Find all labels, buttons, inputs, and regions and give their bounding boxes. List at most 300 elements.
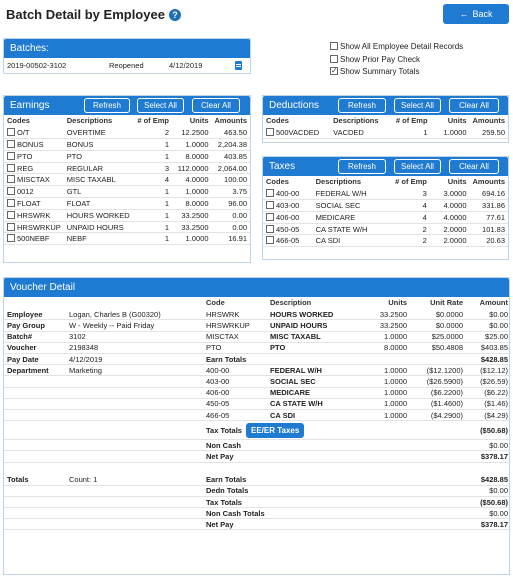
table-row [4, 451, 511, 462]
amount: 463.50 [212, 127, 251, 139]
table-row [4, 342, 511, 353]
info-value: 2198348 [66, 342, 203, 353]
deductions-panel [262, 95, 509, 143]
cell [267, 496, 355, 507]
info-value [66, 409, 203, 420]
cell [355, 354, 410, 365]
deductions-clear-all-button[interactable]: Clear All [449, 98, 499, 113]
column-header: Codes [266, 177, 289, 187]
units: 1.0000 [355, 409, 410, 420]
units: 8.0000 [172, 150, 212, 162]
units: 1.0000 [172, 233, 212, 245]
description: OVERTIME [64, 127, 135, 139]
arrow-left-icon: ← [459, 9, 469, 19]
units: 1.0000 [355, 398, 410, 409]
units: 4.0000 [430, 211, 470, 223]
batch-date: 4/12/2019 [169, 61, 203, 70]
totals-label [4, 496, 66, 507]
option-label: Show Summary Totals [340, 67, 420, 76]
units: 12.2500 [172, 127, 212, 139]
tax-totals-value: ($50.68) [466, 421, 511, 440]
amount: ($12.12) [466, 365, 511, 376]
code-cell [263, 211, 313, 223]
info-label [4, 398, 66, 409]
cell [267, 474, 355, 485]
checkbox[interactable] [7, 128, 15, 136]
column-header: # of Emp [137, 116, 169, 126]
checkbox[interactable] [266, 189, 274, 197]
info-value: 4/12/2019 [66, 354, 203, 365]
description: GTL [64, 186, 135, 198]
code: 500VACDED [276, 127, 320, 137]
code-cell [4, 174, 64, 186]
code-cell [263, 127, 330, 139]
earn-totals-label: Earn Totals [203, 354, 267, 365]
units: 1.0000 [355, 331, 410, 342]
table-row[interactable] [263, 235, 508, 247]
emp-count: 1 [134, 209, 172, 221]
description: CA SDI [267, 409, 355, 420]
cell [66, 440, 203, 451]
description: SOCIAL SEC [313, 200, 392, 212]
column-header: Units [447, 116, 467, 126]
units: 1.0000 [431, 127, 470, 139]
info-label [4, 376, 66, 387]
totals-count [66, 508, 203, 519]
cell [410, 496, 466, 507]
cell [4, 421, 66, 440]
cell [410, 519, 466, 530]
emp-count: 1 [134, 233, 172, 245]
code: 403-00 [203, 376, 267, 387]
column-header: # of Emp [395, 177, 427, 187]
table-row[interactable] [4, 139, 250, 151]
table-row [4, 331, 511, 342]
amount: ($4.29) [466, 409, 511, 420]
column-header: Descriptions [315, 177, 362, 187]
amount: 20.63 [470, 235, 509, 247]
cell [410, 354, 466, 365]
units: 2.0000 [430, 235, 470, 247]
cell [355, 440, 410, 451]
cell [355, 421, 410, 440]
deductions-table [263, 115, 508, 139]
table-row [4, 309, 511, 320]
table-row[interactable] [263, 200, 508, 212]
table-row [4, 508, 511, 519]
column-header: Amount [479, 298, 508, 308]
table-row [4, 376, 511, 387]
table-row[interactable] [4, 162, 250, 174]
code: BONUS [17, 139, 44, 149]
info-label: Department [4, 365, 66, 376]
totals-label [4, 508, 66, 519]
emp-count: 2 [392, 235, 430, 247]
voucher-detail-panel [3, 277, 510, 575]
table-row[interactable] [263, 188, 508, 200]
emp-count: 2 [134, 127, 172, 139]
column-header: # of Emp [395, 116, 428, 126]
amount: 96.00 [212, 198, 251, 210]
column-header: Unit Rate [430, 298, 463, 308]
document-icon[interactable] [235, 61, 242, 70]
code: 406-00 [203, 387, 267, 398]
unit-rate: ($6.2200) [410, 387, 466, 398]
code: 466-05 [203, 409, 267, 420]
unit-rate: $25.0000 [410, 331, 466, 342]
description: REGULAR [64, 162, 135, 174]
earnings-header-text: Earnings [10, 100, 50, 111]
checkbox[interactable] [7, 187, 15, 195]
cell [4, 440, 66, 451]
cell [355, 451, 410, 462]
table-row [4, 354, 511, 365]
amount: $0.00 [466, 320, 511, 331]
code-cell [4, 127, 64, 139]
totals-row-label: Tax Totals [203, 496, 267, 507]
earnings-clear-all-button[interactable]: Clear All [192, 98, 240, 113]
description: SOCIAL SEC [267, 376, 355, 387]
code: 450-05 [203, 398, 267, 409]
page-title [6, 7, 181, 22]
unit-rate: $0.0000 [410, 320, 466, 331]
code: 403-00 [276, 200, 300, 210]
non-cash-value: $0.00 [466, 440, 511, 451]
table-row [4, 387, 511, 398]
amount: $0.00 [466, 309, 511, 320]
description: FEDERAL W/H [267, 365, 355, 376]
table-row[interactable] [4, 221, 250, 233]
net-pay-label: Net Pay [203, 451, 267, 462]
description: UNPAID HOURS [64, 221, 135, 233]
totals-row-label: Dedn Totals [203, 485, 267, 496]
code-cell [4, 139, 64, 151]
code: 0012 [17, 187, 34, 197]
amount: 3.75 [212, 186, 251, 198]
option-label: Show All Employee Detail Records [340, 42, 464, 51]
table-row[interactable] [4, 186, 250, 198]
help-icon[interactable]: ? [169, 9, 181, 21]
column-header: Codes [7, 116, 30, 126]
table-row [4, 365, 511, 376]
code: 400-00 [203, 365, 267, 376]
cell [410, 474, 466, 485]
description: MEDICARE [267, 387, 355, 398]
checkbox[interactable] [7, 223, 15, 231]
amount: 101.83 [470, 223, 509, 235]
emp-count: 3 [134, 162, 172, 174]
table-row [4, 320, 511, 331]
units: 4.0000 [430, 200, 470, 212]
code: HRSWRK [203, 309, 267, 320]
description: CA STATE W/H [267, 398, 355, 409]
earn-totals-value: $428.85 [466, 354, 511, 365]
code: 500NEBF [17, 234, 50, 244]
emp-count: 1 [134, 186, 172, 198]
description: PTO [267, 342, 355, 353]
column-header: Units [388, 298, 407, 308]
info-value: W - Weekly -- Paid Friday [66, 320, 203, 331]
totals-row-label: Earn Totals [203, 474, 267, 485]
units: 112.0000 [172, 162, 212, 174]
units: 4.0000 [172, 174, 212, 186]
code-cell [4, 221, 64, 233]
totals-row-label: Non Cash Totals [203, 508, 267, 519]
table-row [4, 496, 511, 507]
table-row [4, 409, 511, 420]
tax-totals-label: Tax Totals [206, 425, 242, 435]
code-cell [4, 162, 64, 174]
code-cell [263, 235, 313, 247]
code: HRSWRKUP [17, 222, 61, 232]
totals-row-value: ($50.68) [466, 496, 511, 507]
info-value: Marketing [66, 365, 203, 376]
unit-rate: $0.0000 [410, 309, 466, 320]
emp-count: 4 [392, 211, 430, 223]
code-cell [4, 209, 64, 221]
batches-header [4, 39, 250, 58]
cell [66, 451, 203, 462]
deductions-refresh-button[interactable]: Refresh [338, 98, 386, 113]
code-cell [263, 200, 313, 212]
cell [410, 451, 466, 462]
column-header: Amounts [214, 116, 247, 126]
info-value [66, 398, 203, 409]
back-button-label: Back [472, 9, 493, 19]
cell [267, 451, 355, 462]
checkbox[interactable] [330, 67, 338, 75]
amount: 259.50 [470, 127, 509, 139]
taxes-table [263, 176, 508, 247]
info-value [66, 387, 203, 398]
cell [66, 421, 203, 440]
ee-er-taxes-button[interactable]: EE/ER Taxes [246, 423, 304, 438]
amount: 16.91 [212, 233, 251, 245]
units: 33.2500 [355, 320, 410, 331]
taxes-refresh-button[interactable]: Refresh [338, 159, 386, 174]
description: BONUS [64, 139, 135, 151]
net-pay-value: $378.17 [466, 451, 511, 462]
table-row [4, 440, 511, 451]
emp-count: 4 [134, 174, 172, 186]
unit-rate: ($26.5900) [410, 376, 466, 387]
cell [355, 519, 410, 530]
code: 400-00 [276, 188, 300, 198]
cell [267, 485, 355, 496]
checkbox[interactable] [330, 42, 338, 50]
code-cell [4, 198, 64, 210]
batch-row[interactable] [4, 58, 250, 73]
cell [267, 354, 355, 365]
description: VACDED [330, 127, 393, 139]
cell [267, 519, 355, 530]
info-label: Pay Group [4, 320, 66, 331]
cell [267, 508, 355, 519]
deductions-select-all-button[interactable]: Select All [394, 98, 441, 113]
option-label: Show Prior Pay Check [340, 54, 421, 64]
emp-count: 1 [134, 139, 172, 151]
voucher-detail-header-text: Voucher Detail [10, 282, 76, 293]
column-header: Codes [266, 116, 289, 126]
code: REG [17, 163, 34, 173]
units: 1.0000 [172, 186, 212, 198]
deductions-header-text: Deductions [269, 100, 320, 111]
checkbox[interactable] [7, 211, 15, 219]
spacer [4, 462, 511, 474]
units: 8.0000 [172, 198, 212, 210]
totals-row-value: $0.00 [466, 485, 511, 496]
code-cell [4, 233, 64, 245]
spacer-row [4, 462, 511, 474]
taxes-panel [262, 156, 509, 260]
code: 450-05 [276, 224, 300, 234]
emp-count: 1 [134, 221, 172, 233]
cell [410, 485, 466, 496]
code: FLOAT [17, 198, 41, 208]
emp-count: 3 [392, 188, 430, 200]
checkbox[interactable] [7, 140, 15, 148]
checkbox[interactable] [266, 236, 274, 244]
voucher-detail-header [4, 278, 509, 297]
column-header: Code [206, 298, 225, 308]
table-row[interactable] [263, 211, 508, 223]
earnings-select-all-button[interactable]: Select All [137, 98, 184, 113]
unit-rate: $50.4808 [410, 342, 466, 353]
page-title-text: Batch Detail by Employee [6, 7, 165, 22]
units: 1.0000 [355, 376, 410, 387]
amount: ($6.22) [466, 387, 511, 398]
column-header: Amounts [472, 177, 505, 187]
amount: $403.85 [466, 342, 511, 353]
description: HOURS WORKED [267, 309, 355, 320]
checkbox[interactable] [266, 225, 274, 233]
info-label: Employee [4, 309, 66, 320]
taxes-clear-all-button[interactable]: Clear All [449, 159, 499, 174]
earnings-refresh-button[interactable]: Refresh [84, 98, 130, 113]
amount: 694.16 [470, 188, 509, 200]
code: PTO [203, 342, 267, 353]
amount: 77.61 [470, 211, 509, 223]
code: MISCTAX [203, 331, 267, 342]
info-label [4, 409, 66, 420]
cell [355, 496, 410, 507]
amount: 100.00 [212, 174, 251, 186]
cell [410, 440, 466, 451]
checkbox[interactable] [7, 164, 15, 172]
batch-status: Reopened [109, 61, 144, 70]
emp-count: 4 [392, 200, 430, 212]
totals-row-value: $428.85 [466, 474, 511, 485]
checkbox[interactable] [7, 175, 15, 183]
description: CA STATE W/H [313, 223, 392, 235]
option-show-prior-pay-check[interactable] [330, 54, 463, 67]
description: UNPAID HOURS [267, 320, 355, 331]
cell [355, 485, 410, 496]
voucher-detail-table [4, 297, 511, 530]
table-row[interactable] [263, 127, 508, 139]
checkbox[interactable] [330, 55, 338, 63]
totals-count [66, 485, 203, 496]
amount: 403.85 [212, 150, 251, 162]
description: NEBF [64, 233, 135, 245]
emp-count: 1 [134, 198, 172, 210]
deductions-header [263, 96, 508, 115]
checkbox[interactable] [7, 199, 15, 207]
units: 33.2500 [355, 309, 410, 320]
checkbox[interactable] [266, 128, 274, 136]
non-cash-label: Non Cash [203, 440, 267, 451]
option-show-all-employee[interactable] [330, 41, 463, 54]
amount: ($26.59) [466, 376, 511, 387]
amount: ($1.46) [466, 398, 511, 409]
table-row[interactable] [4, 150, 250, 162]
code: 406-00 [276, 212, 300, 222]
tax-totals-cell [203, 421, 355, 440]
units: 8.0000 [355, 342, 410, 353]
info-label: Batch# [4, 331, 66, 342]
cell [4, 451, 66, 462]
totals-count [66, 496, 203, 507]
earnings-header [4, 96, 250, 115]
code-cell [4, 186, 64, 198]
checkbox[interactable] [7, 234, 15, 242]
checkbox[interactable] [266, 213, 274, 221]
info-value [66, 376, 203, 387]
batches-panel [3, 38, 251, 74]
amount: 0.00 [212, 209, 251, 221]
table-row [4, 398, 511, 409]
emp-count: 2 [392, 223, 430, 235]
info-label: Pay Date [4, 354, 66, 365]
units: 33.2500 [172, 221, 212, 233]
table-row[interactable] [4, 209, 250, 221]
code: O/T [17, 127, 30, 137]
option-show-summary-totals[interactable] [330, 66, 463, 79]
code-cell [4, 150, 64, 162]
table-row[interactable] [4, 198, 250, 210]
code: PTO [17, 151, 33, 161]
description: HOURS WORKED [64, 209, 135, 221]
totals-count: Count: 1 [66, 474, 203, 485]
table-row[interactable] [263, 223, 508, 235]
column-header: Descriptions [333, 116, 379, 126]
cell [410, 508, 466, 519]
code-cell [263, 223, 313, 235]
description: MEDICARE [313, 211, 392, 223]
table-row[interactable] [4, 174, 250, 186]
description: FLOAT [64, 198, 135, 210]
totals-count [66, 519, 203, 530]
batch-id: 2019-00502-3102 [7, 61, 67, 70]
column-header: Units [189, 116, 209, 126]
checkbox[interactable] [266, 201, 274, 209]
info-value: 3102 [66, 331, 203, 342]
table-row[interactable] [4, 233, 250, 245]
cell [410, 421, 466, 440]
info-value: Logan, Charles B (G00320) [66, 309, 203, 320]
earnings-table [4, 115, 250, 245]
taxes-select-all-button[interactable]: Select All [394, 159, 441, 174]
back-button[interactable] [443, 4, 509, 24]
cell [355, 474, 410, 485]
units: 1.0000 [355, 365, 410, 376]
description: MISC TAXABL [64, 174, 135, 186]
unit-rate: ($12.1200) [410, 365, 466, 376]
info-label: Voucher [4, 342, 66, 353]
table-row[interactable] [4, 127, 250, 139]
checkbox[interactable] [7, 152, 15, 160]
amount: 2,204.38 [212, 139, 251, 151]
